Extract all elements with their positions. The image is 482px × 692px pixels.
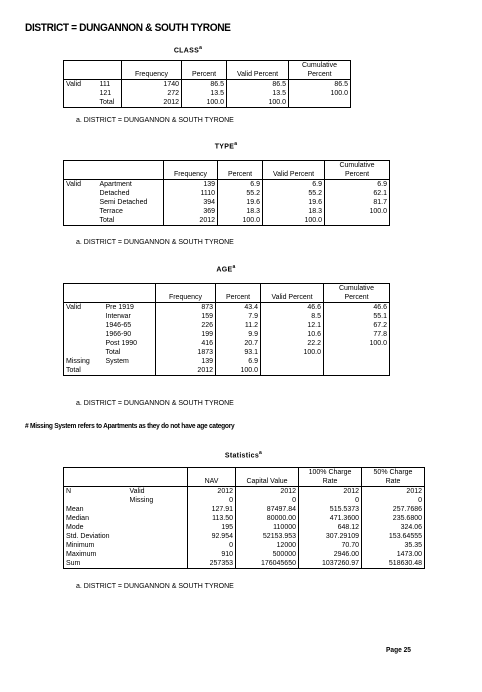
cell: 11.2 (216, 321, 261, 330)
age-table (63, 283, 390, 376)
cell (261, 366, 324, 376)
col-header: Valid Percent (227, 70, 289, 80)
table-row (64, 321, 390, 330)
row-label: 111 (98, 80, 122, 90)
row-group (64, 312, 104, 321)
table-row (64, 348, 390, 357)
stats-footnote: a. DISTRICT = DUNGANNON & SOUTH TYRONE (76, 583, 234, 590)
cell (324, 366, 390, 376)
row-label: 1946-65 (104, 321, 156, 330)
row-label: Pre 1919 (104, 303, 156, 313)
row-label: Detached (98, 189, 164, 198)
cell: 113.50 (188, 514, 236, 523)
row-group (64, 207, 98, 216)
cell: 518630.48 (362, 559, 425, 569)
cell: 10.6 (261, 330, 324, 339)
class-footnote: a. DISTRICT = DUNGANNON & SOUTH TYRONE (76, 117, 234, 124)
cell: 86.5 (227, 80, 289, 90)
cell: 55.2 (218, 189, 263, 198)
cell: 159 (156, 312, 216, 321)
cell: 100.0 (227, 98, 289, 108)
row-label: Interwar (104, 312, 156, 321)
row-label: Median (64, 514, 128, 523)
age-caption-text: AGE (216, 266, 233, 274)
row-label: Post 1990 (104, 339, 156, 348)
cell: 22.2 (261, 339, 324, 348)
table-row (64, 559, 425, 569)
cell: 13.5 (227, 89, 289, 98)
age-footnote: a. DISTRICT = DUNGANNON & SOUTH TYRONE (76, 400, 234, 407)
cell: 13.5 (182, 89, 227, 98)
cell: 1037260.97 (299, 559, 362, 569)
table-row (64, 303, 390, 313)
col-header: Cumulative (324, 284, 390, 294)
table-row (64, 207, 390, 216)
cell: 6.9 (218, 180, 263, 190)
row-label: 121 (98, 89, 122, 98)
row-label: Apartment (98, 180, 164, 190)
cell: 394 (164, 198, 218, 207)
cell: 272 (122, 89, 182, 98)
class-table (63, 60, 351, 108)
table-row (64, 80, 351, 90)
type-caption (63, 141, 389, 150)
cell: 195 (188, 523, 236, 532)
cell: 46.6 (324, 303, 390, 313)
row-group: Missing (64, 357, 104, 366)
cell: 20.7 (216, 339, 261, 348)
cell: 139 (164, 180, 218, 190)
row-group (64, 348, 104, 357)
cell: 80000.00 (236, 514, 299, 523)
row-sublabel (128, 523, 188, 532)
row-sublabel (128, 514, 188, 523)
cell: 52153.953 (236, 532, 299, 541)
cell: 1740 (122, 80, 182, 90)
table-row (64, 70, 351, 80)
type-footnote: a. DISTRICT = DUNGANNON & SOUTH TYRONE (76, 239, 234, 246)
col-header: Valid Percent (263, 170, 325, 180)
cell (289, 98, 351, 108)
row-label: Mode (64, 523, 128, 532)
row-group: Valid (64, 303, 104, 313)
cell: 500000 (236, 550, 299, 559)
cell (324, 357, 390, 366)
cell: 153.64555 (362, 532, 425, 541)
table-row (64, 357, 390, 366)
cell: 12000 (236, 541, 299, 550)
col-header: Percent (289, 70, 351, 80)
cell: 100.0 (325, 207, 390, 216)
col-header: Frequency (122, 70, 182, 80)
cell: 62.1 (325, 189, 390, 198)
cell: 1110 (164, 189, 218, 198)
cell: 257353 (188, 559, 236, 569)
row-sublabel (128, 550, 188, 559)
cell: 86.5 (182, 80, 227, 90)
table-row (64, 161, 390, 171)
cell: 6.9 (263, 180, 325, 190)
row-label: 1966-90 (104, 330, 156, 339)
table-row (64, 180, 390, 190)
table-row (64, 366, 390, 376)
cell: 235.6800 (362, 514, 425, 523)
col-header: 50% Charge (362, 468, 425, 478)
row-sublabel (128, 559, 188, 569)
table-row (64, 170, 390, 180)
page-number: Page 25 (386, 645, 411, 654)
cell: 43.4 (216, 303, 261, 313)
stats-caption-text: Statistics (224, 452, 260, 460)
cell: 6.9 (216, 357, 261, 366)
table-row (64, 284, 390, 294)
cell: 18.3 (218, 207, 263, 216)
cell: 1473.00 (362, 550, 425, 559)
cell: 92.954 (188, 532, 236, 541)
class-caption (63, 45, 313, 54)
row-group (64, 198, 98, 207)
table-row (64, 189, 390, 198)
cell (261, 357, 324, 366)
cell: 77.8 (324, 330, 390, 339)
col-header: Capital Value (236, 477, 299, 487)
row-group (64, 339, 104, 348)
cell: 2946.00 (299, 550, 362, 559)
cell: 369 (164, 207, 218, 216)
cell: 7.9 (216, 312, 261, 321)
cell: 100.0 (261, 348, 324, 357)
col-header: Cumulative (289, 61, 351, 71)
cell: 100.0 (324, 339, 390, 348)
col-header: Valid Percent (261, 293, 324, 303)
row-group (64, 330, 104, 339)
type-caption-sup: a (234, 141, 238, 147)
cell: 55.2 (263, 189, 325, 198)
col-header: Percent (325, 170, 390, 180)
table-row (64, 198, 390, 207)
cell: 2012 (164, 216, 218, 226)
row-group (64, 189, 98, 198)
cell: 2012 (156, 366, 216, 376)
row-label: Total (98, 98, 122, 108)
row-group (64, 89, 98, 98)
row-label: Mean (64, 505, 128, 514)
cell: 515.5373 (299, 505, 362, 514)
table-row (64, 523, 425, 532)
table-row (64, 541, 425, 550)
row-label: Std. Deviation (64, 532, 128, 541)
row-label: N (64, 487, 128, 497)
table-row (64, 496, 425, 505)
table-row (64, 487, 425, 497)
cell: 0 (188, 541, 236, 550)
age-caption (63, 264, 389, 273)
table-row (64, 550, 425, 559)
row-sublabel: Valid (128, 487, 188, 497)
cell: 0 (188, 496, 236, 505)
cell: 910 (188, 550, 236, 559)
cell (324, 348, 390, 357)
col-header: Cumulative (325, 161, 390, 171)
cell (325, 216, 390, 226)
col-header: Frequency (156, 293, 216, 303)
cell: 2012 (299, 487, 362, 497)
row-group (64, 98, 98, 108)
table-row (64, 216, 390, 226)
col-header: Percent (324, 293, 390, 303)
cell: 87497.84 (236, 505, 299, 514)
col-header: Percent (218, 170, 263, 180)
row-label: Total (98, 216, 164, 226)
cell: 199 (156, 330, 216, 339)
cell: 176045650 (236, 559, 299, 569)
col-header: 100% Charge (299, 468, 362, 478)
col-header: Rate (362, 477, 425, 487)
cell: 648.12 (299, 523, 362, 532)
type-caption-text: TYPE (214, 143, 235, 151)
row-label: Total (104, 348, 156, 357)
cell: 100.0 (182, 98, 227, 108)
cell: 2012 (122, 98, 182, 108)
table-row (64, 468, 425, 478)
stats-caption (63, 450, 424, 459)
table-row (64, 514, 425, 523)
row-label: Maximum (64, 550, 128, 559)
age-caption-sup: a (232, 264, 236, 270)
table-row (64, 330, 390, 339)
row-label (64, 496, 128, 505)
cell: 471.3600 (299, 514, 362, 523)
table-row (64, 89, 351, 98)
cell: 0 (236, 496, 299, 505)
cell: 100.0 (216, 366, 261, 376)
cell: 2012 (236, 487, 299, 497)
table-row (64, 293, 390, 303)
table-row (64, 312, 390, 321)
cell: 139 (156, 357, 216, 366)
row-group (64, 216, 98, 226)
row-group (64, 321, 104, 330)
cell: 55.1 (324, 312, 390, 321)
missing-system-note: # Missing System refers to Apartments as they do not have age category (25, 421, 235, 430)
cell: 46.6 (261, 303, 324, 313)
col-header: Percent (182, 70, 227, 80)
cell: 100.0 (289, 89, 351, 98)
col-header: Frequency (164, 170, 218, 180)
cell: 2012 (188, 487, 236, 497)
cell: 307.29109 (299, 532, 362, 541)
cell: 8.5 (261, 312, 324, 321)
cell: 86.5 (289, 80, 351, 90)
cell: 100.0 (218, 216, 263, 226)
cell: 9.9 (216, 330, 261, 339)
cell: 324.06 (362, 523, 425, 532)
cell: 416 (156, 339, 216, 348)
cell: 100.0 (263, 216, 325, 226)
cell: 81.7 (325, 198, 390, 207)
cell: 110000 (236, 523, 299, 532)
class-caption-sup: a (199, 45, 203, 51)
table-row (64, 505, 425, 514)
page-title: DISTRICT = DUNGANNON & SOUTH TYRONE (25, 22, 231, 34)
row-group: Valid (64, 80, 98, 90)
table-row (64, 98, 351, 108)
table-row (64, 477, 425, 487)
cell: 257.7686 (362, 505, 425, 514)
cell: 127.91 (188, 505, 236, 514)
cell: 2012 (362, 487, 425, 497)
row-label: Minimum (64, 541, 128, 550)
cell: 35.35 (362, 541, 425, 550)
cell: 0 (299, 496, 362, 505)
table-row (64, 339, 390, 348)
stats-caption-sup: a (259, 450, 263, 456)
col-header: Percent (216, 293, 261, 303)
table-row (64, 61, 351, 71)
cell: 19.6 (218, 198, 263, 207)
row-label: Semi Detached (98, 198, 164, 207)
table-row (64, 532, 425, 541)
row-label (104, 366, 156, 376)
type-table (63, 160, 390, 226)
row-sublabel (128, 541, 188, 550)
cell: 67.2 (324, 321, 390, 330)
row-label: Terrace (98, 207, 164, 216)
cell: 93.1 (216, 348, 261, 357)
cell: 18.3 (263, 207, 325, 216)
cell: 873 (156, 303, 216, 313)
col-header: Rate (299, 477, 362, 487)
cell: 1873 (156, 348, 216, 357)
col-header: NAV (188, 477, 236, 487)
class-caption-text: CLASS (173, 47, 200, 55)
statistics-table (63, 467, 425, 569)
row-label: Sum (64, 559, 128, 569)
row-sublabel (128, 532, 188, 541)
row-group: Valid (64, 180, 98, 190)
row-group: Total (64, 366, 104, 376)
row-sublabel (128, 505, 188, 514)
cell: 6.9 (325, 180, 390, 190)
cell: 226 (156, 321, 216, 330)
cell: 0 (362, 496, 425, 505)
cell: 70.70 (299, 541, 362, 550)
row-sublabel: Missing (128, 496, 188, 505)
cell: 12.1 (261, 321, 324, 330)
cell: 19.6 (263, 198, 325, 207)
row-label: System (104, 357, 156, 366)
